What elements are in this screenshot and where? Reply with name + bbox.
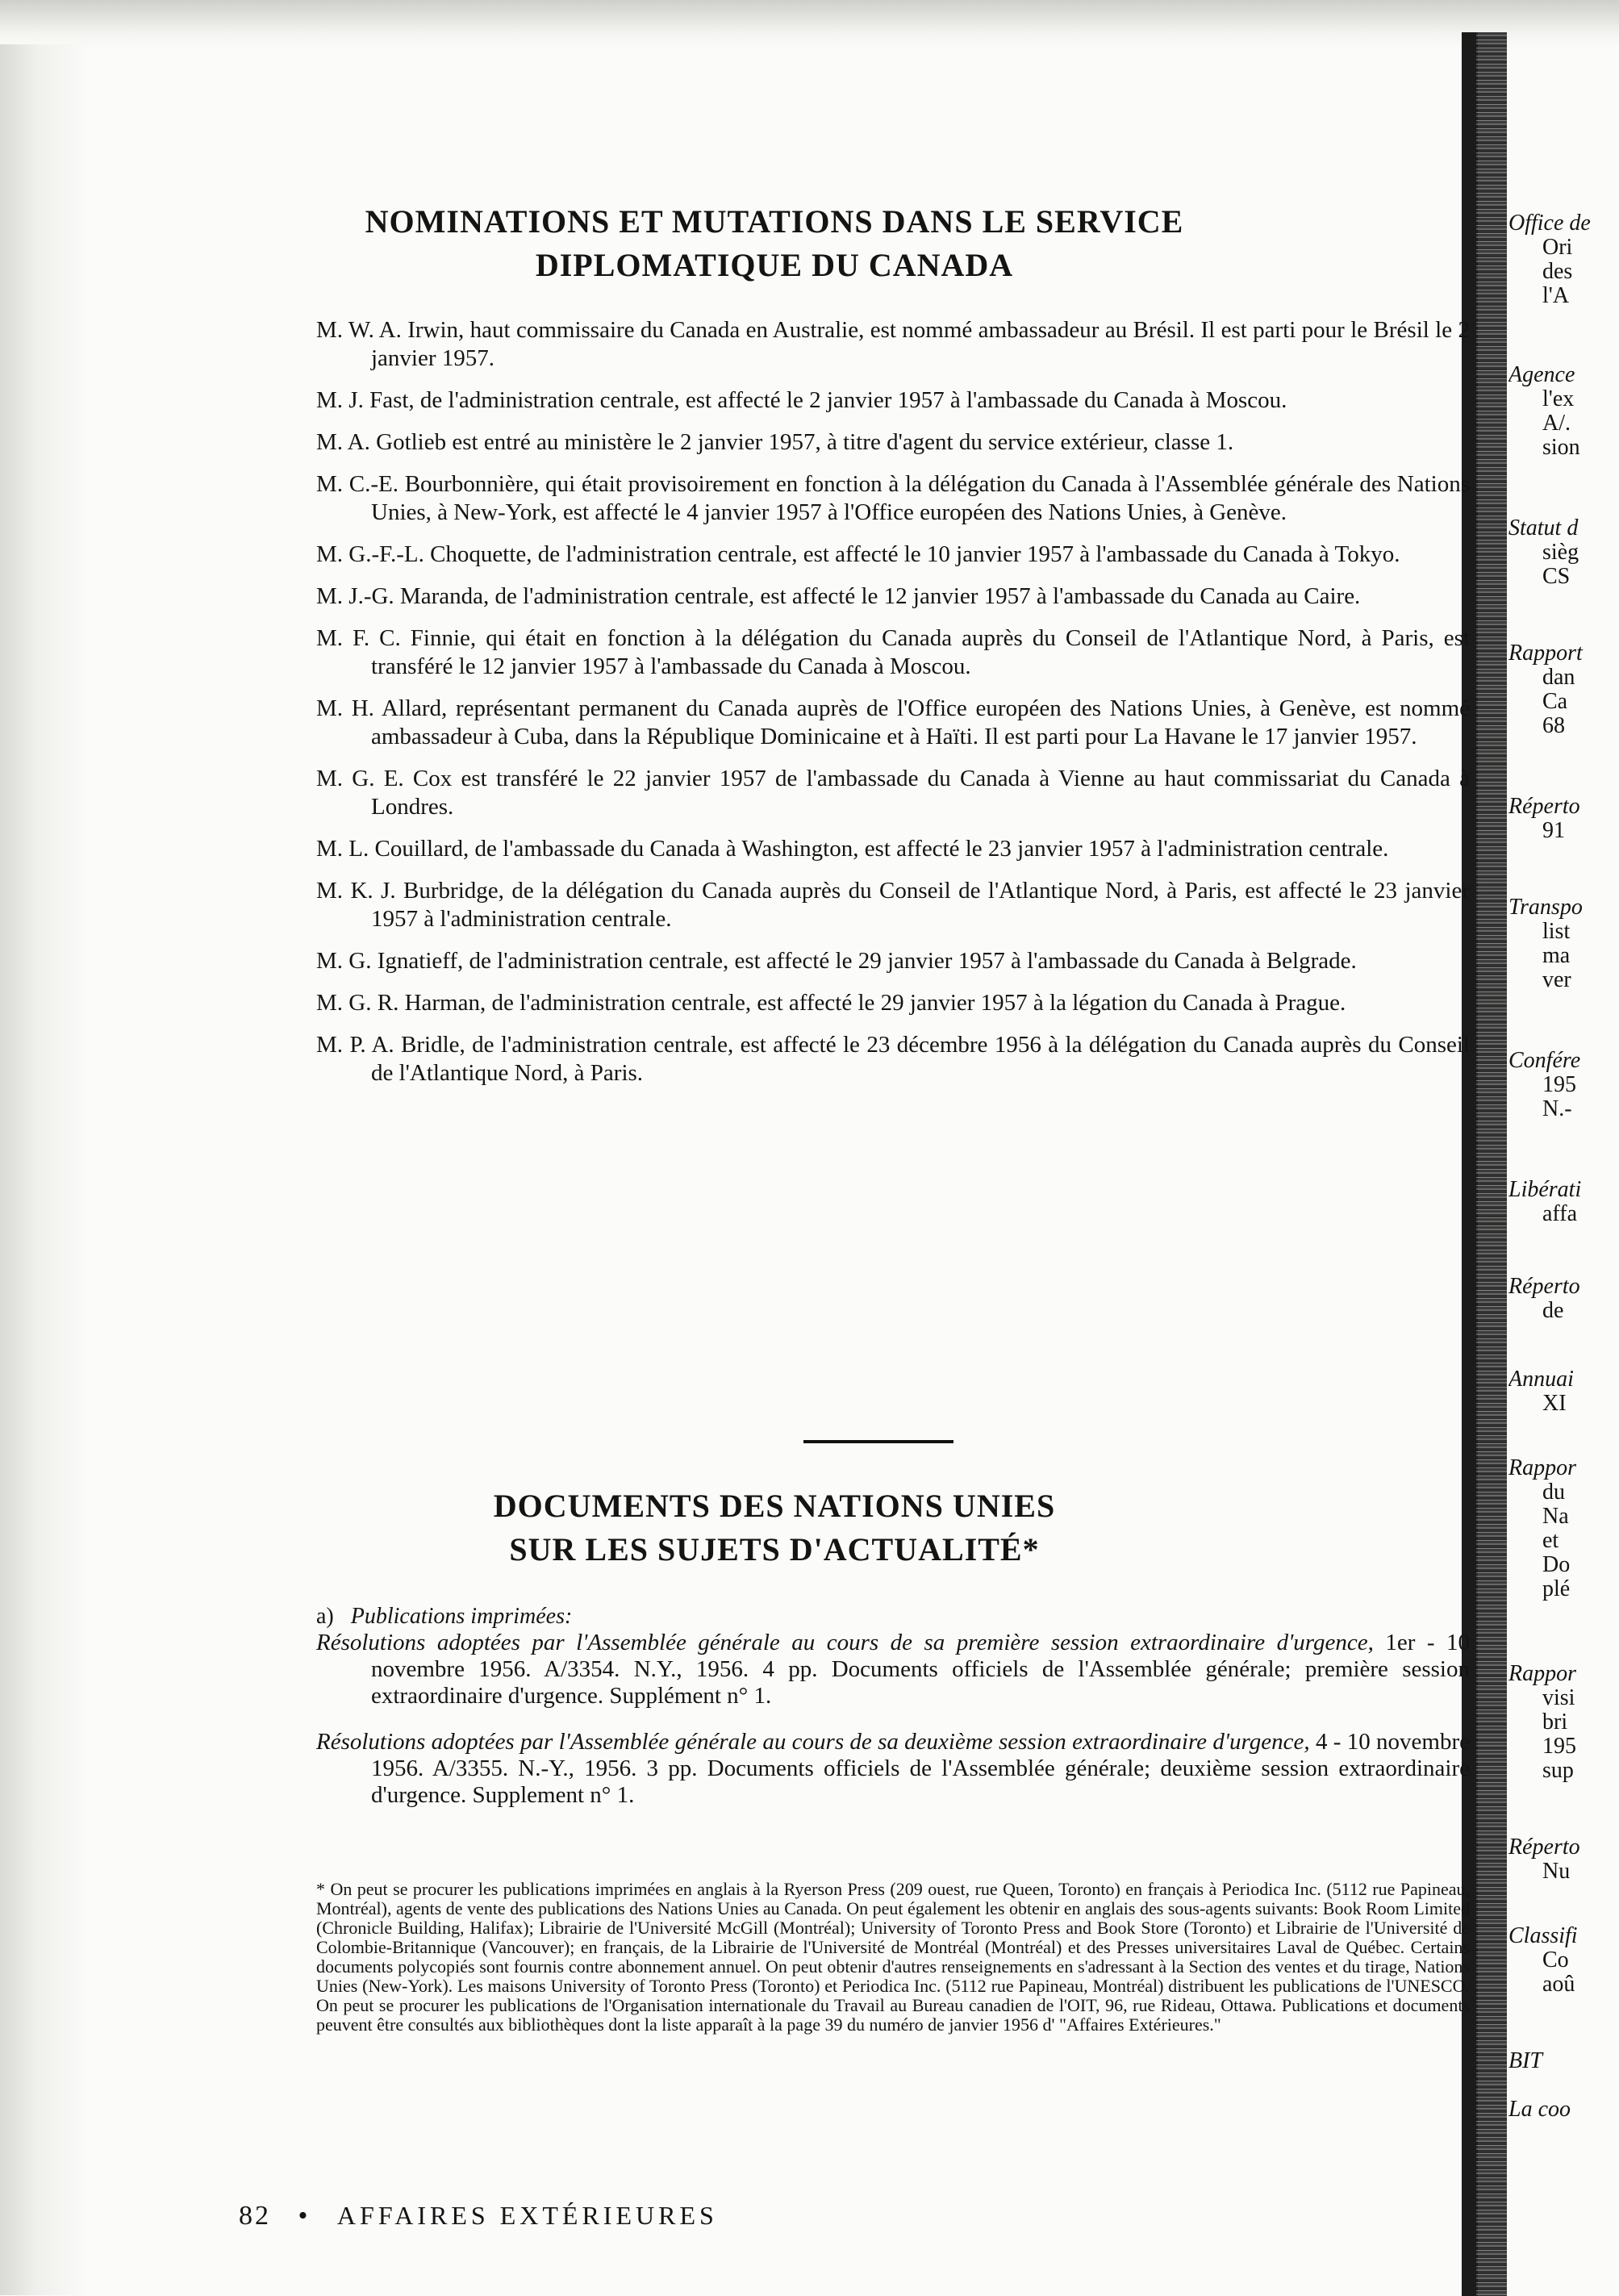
facing-page-entry bbox=[1508, 211, 1619, 308]
facing-entry-lead: Annuai bbox=[1508, 1367, 1574, 1392]
nomination-entry: M. J.-G. Maranda, de l'administration centrale, est affecté le 12 janvier 1957 à l'ambassade du Canada au Caire. bbox=[316, 583, 1361, 609]
facing-entry-line: de bbox=[1542, 1298, 1564, 1323]
facing-entry-line: ver bbox=[1542, 967, 1571, 992]
document-details: 1er - 10 novembre 1956. A/3354. N.Y., 1956. 4 pp. Documents officiels de l'Assemblée générale; première session extraordinaire d'urgence. Supplément n° 1. bbox=[371, 1630, 1470, 1709]
facing-page-entry bbox=[1508, 516, 1619, 589]
section-title-nominations bbox=[242, 200, 1307, 287]
nomination-entry: M. C.-E. Bourbonnière, qui était provisoirement en fonction à la délégation du Canada à l'Assemblée générale des Nations Unies, à New-York, est affecté le 4 janvier 1957 à l'Office européen des Nations Unies, à Genève. bbox=[316, 471, 1470, 525]
facing-entry-lead: Confére bbox=[1508, 1048, 1581, 1073]
documents-items bbox=[316, 1630, 1470, 1809]
facing-page-entry bbox=[1508, 795, 1619, 843]
nomination-entry: M. P. A. Bridle, de l'administration centrale, est affecté le 23 décembre 1956 à la délégation du Canada auprès du Conseil de l'Atlantique Nord, à Paris. bbox=[316, 1032, 1470, 1086]
nomination-entry: M. A. Gotlieb est entré au ministère le 2 janvier 1957, à titre d'agent du service extérieur, classe 1. bbox=[316, 429, 1234, 455]
facing-entry-lead: La coo bbox=[1508, 2097, 1571, 2122]
facing-entry-line: Co bbox=[1542, 1947, 1569, 1972]
scan-edge-top bbox=[0, 0, 1619, 48]
facing-page-entry bbox=[1508, 363, 1619, 460]
facing-page-entry bbox=[1508, 2049, 1619, 2073]
facing-entry-line: l'A bbox=[1542, 283, 1570, 308]
facing-entry-lead: BIT bbox=[1508, 2048, 1542, 2073]
facing-entry-line: aoû bbox=[1542, 1972, 1575, 1997]
facing-entry-line: Ori bbox=[1542, 235, 1573, 260]
nomination-entry: M. F. C. Finnie, qui était en fonction à la délégation du Canada auprès du Conseil de l'Atlantique Nord, à Paris, est transféré le 12 janvier 1957 à l'ambassade du Canada à Moscou. bbox=[316, 625, 1470, 679]
facing-page-entry bbox=[1508, 1456, 1619, 1601]
nomination-entry: M. G. E. Cox est transféré le 22 janvier 1957 de l'ambassade du Canada à Vienne au haut commissariat du Canada à Londres. bbox=[316, 766, 1470, 820]
nomination-entry: M. H. Allard, représentant permanent du Canada auprès de l'Office européen des Nations Unies, à Genève, est nommé ambassadeur à Cuba, dans la République Dominicaine et à Haïti. Il est parti pour La Havane le 17 janvier 1957. bbox=[316, 695, 1470, 749]
title-line: DIPLOMATIQUE DU CANADA bbox=[535, 247, 1014, 283]
document-title: Résolutions adoptées par l'Assemblée générale au cours de sa deuxième session extraordinaire d'urgence, bbox=[316, 1729, 1310, 1755]
facing-page-fragment bbox=[1508, 0, 1619, 2296]
page-number: 82 bbox=[239, 2201, 271, 2231]
title-line: SUR LES SUJETS D'ACTUALITÉ* bbox=[509, 1531, 1040, 1568]
facing-entry-lead: Transpo bbox=[1508, 895, 1583, 920]
facing-entry-line: sion bbox=[1542, 435, 1580, 460]
facing-entry-line: 195 bbox=[1542, 1734, 1576, 1759]
facing-entry-lead: Libérati bbox=[1508, 1177, 1582, 1202]
scan-edge-left bbox=[0, 44, 89, 2295]
facing-entry-lead: Réperto bbox=[1508, 1835, 1580, 1860]
facing-page-entry bbox=[1508, 1178, 1619, 1226]
facing-entry-line: affa bbox=[1542, 1201, 1577, 1226]
subsection-heading bbox=[316, 1604, 1470, 1630]
facing-entry-line: 68 bbox=[1542, 713, 1565, 738]
facing-entry-line: sup bbox=[1542, 1758, 1574, 1783]
running-title: AFFAIRES EXTÉRIEURES bbox=[336, 2201, 718, 2230]
document-details: 4 - 10 novembre 1956. A/3355. N.-Y., 1956. 3 pp. Documents officiels de l'Assemblée générale; deuxième session extraordinaire d'urgence. Supplement n° 1. bbox=[371, 1729, 1470, 1808]
facing-entry-line: XI bbox=[1542, 1391, 1567, 1416]
facing-entry-line: sièg bbox=[1542, 540, 1579, 565]
facing-entry-line: 195 bbox=[1542, 1072, 1576, 1097]
facing-entry-line: Ca bbox=[1542, 689, 1568, 714]
facing-entry-line: N.- bbox=[1542, 1096, 1572, 1121]
facing-entry-line: l'ex bbox=[1542, 386, 1575, 411]
facing-entry-line: et bbox=[1542, 1528, 1559, 1553]
facing-entry-lead: Rappor bbox=[1508, 1661, 1576, 1686]
facing-page-entry bbox=[1508, 1662, 1619, 1783]
facing-entry-line: du bbox=[1542, 1480, 1565, 1505]
facing-entry-lead: Rappor bbox=[1508, 1455, 1576, 1480]
facing-entry-line: Do bbox=[1542, 1552, 1571, 1577]
title-line: DOCUMENTS DES NATIONS UNIES bbox=[493, 1488, 1056, 1524]
facing-entry-line: ma bbox=[1542, 943, 1571, 968]
facing-page-entry bbox=[1508, 1924, 1619, 1997]
binding-gutter bbox=[1476, 32, 1507, 2296]
facing-entry-line: A/. bbox=[1542, 411, 1571, 436]
facing-entry-lead: Statut d bbox=[1508, 516, 1579, 541]
section-divider bbox=[803, 1440, 953, 1443]
nomination-entry: M. W. A. Irwin, haut commissaire du Canada en Australie, est nommé ambassadeur au Brésil. Il est parti pour le Brésil le 2 janvier 1957. bbox=[316, 317, 1470, 371]
footer-separator: • bbox=[298, 2201, 311, 2231]
page-footer bbox=[239, 2201, 718, 2231]
subsection-marker: a) bbox=[316, 1604, 334, 1629]
facing-entry-line: list bbox=[1542, 919, 1571, 944]
facing-entry-line: plé bbox=[1542, 1576, 1571, 1601]
facing-entry-line: bri bbox=[1542, 1709, 1568, 1735]
facing-page-entry bbox=[1508, 1275, 1619, 1323]
facing-entry-lead: Rapport bbox=[1508, 641, 1583, 666]
subsection-label: Publications imprimées: bbox=[350, 1604, 573, 1629]
documents-list bbox=[316, 1604, 1470, 1828]
nomination-entry: M. G. R. Harman, de l'administration centrale, est affecté le 29 janvier 1957 à la légation du Canada à Prague. bbox=[316, 990, 1346, 1016]
document-title: Résolutions adoptées par l'Assemblée générale au cours de sa première session extraordinaire d'urgence, bbox=[316, 1630, 1374, 1655]
nomination-entry: M. G.-F.-L. Choquette, de l'administration centrale, est affecté le 10 janvier 1957 à l'ambassade du Canada à Tokyo. bbox=[316, 541, 1400, 567]
facing-entry-line: 91 bbox=[1542, 818, 1565, 843]
facing-entry-lead: Agence bbox=[1508, 362, 1575, 387]
document-entry bbox=[316, 1630, 1470, 1709]
facing-page-entry bbox=[1508, 895, 1619, 992]
facing-entry-line: visi bbox=[1542, 1685, 1575, 1710]
section-title-documents bbox=[242, 1484, 1307, 1572]
footnote: * On peut se procurer les publications imprimées en anglais à la Ryerson Press (209 ouest, rue Queen, Toronto) en français à Periodica Inc. (5112 rue Papineau, Montréal), agents de vente des publications des Nations Unies au Canada. On peut également les obtenir en anglais des sous-agents suivants: Book Room Limited (Chronicle Building, Halifax); Librairie de l'Université McGill (Montréal); University of Toronto Press and Book Store (Toronto) et Librairie de l'Université de Colombie-Britannique (Vancouver); en français, de la Librairie de l'Université de Montréal (Montréal) et des Presses universitaires Laval de Québec. Certains documents polycopiés sont fournis contre abonnement annuel. On peut obtenir d'autres renseignements en s'adressant à la Section des ventes et du tirage, Nations Unies (New-York). Les maisons University of Toronto Press (Toronto) et Periodica Inc. (5112 rue Papineau, Montréal) distribuent les publications de l'UNESCO. On peut se procurer les publications de l'Organisation internationale du Travail au Bureau canadien de l'OIT, 96, rue Rideau, Ottawa. Publications et documents peuvent être consultés aux bibliothèques dont la liste apparaît à la page 39 du numéro de janvier 1956 d' "Affaires Extérieures." bbox=[316, 1879, 1470, 2035]
facing-page-entry bbox=[1508, 641, 1619, 738]
facing-entry-line: Na bbox=[1542, 1504, 1569, 1529]
facing-entry-line: dan bbox=[1542, 665, 1575, 690]
facing-page-entry bbox=[1508, 1049, 1619, 1121]
facing-entry-line: CS bbox=[1542, 564, 1571, 589]
facing-entry-lead: Classifi bbox=[1508, 1923, 1578, 1948]
facing-entry-line: des bbox=[1542, 259, 1573, 284]
facing-page-entry bbox=[1508, 2098, 1619, 2122]
nomination-entry: M. L. Couillard, de l'ambassade du Canada à Washington, est affecté le 23 janvier 1957 à l'administration centrale. bbox=[316, 836, 1389, 862]
facing-page-entry bbox=[1508, 1835, 1619, 1884]
nominations-list bbox=[316, 316, 1470, 1101]
nomination-entry: M. J. Fast, de l'administration centrale, est affecté le 2 janvier 1957 à l'ambassade du Canada à Moscou. bbox=[316, 387, 1287, 413]
facing-page-entry bbox=[1508, 1367, 1619, 1416]
facing-entry-lead: Office de bbox=[1508, 211, 1591, 236]
nomination-entry: M. G. Ignatieff, de l'administration centrale, est affecté le 29 janvier 1957 à l'ambassade du Canada à Belgrade. bbox=[316, 948, 1357, 974]
facing-entry-lead: Réperto bbox=[1508, 794, 1580, 819]
title-line: NOMINATIONS ET MUTATIONS DANS LE SERVICE bbox=[365, 203, 1184, 240]
nomination-entry: M. K. J. Burbridge, de la délégation du Canada auprès du Conseil de l'Atlantique Nord, à Paris, est affecté le 23 janvier 1957 à l'administration centrale. bbox=[316, 878, 1470, 932]
facing-entry-lead: Réperto bbox=[1508, 1274, 1580, 1299]
document-entry bbox=[316, 1729, 1470, 1809]
facing-entry-line: Nu bbox=[1542, 1859, 1571, 1884]
